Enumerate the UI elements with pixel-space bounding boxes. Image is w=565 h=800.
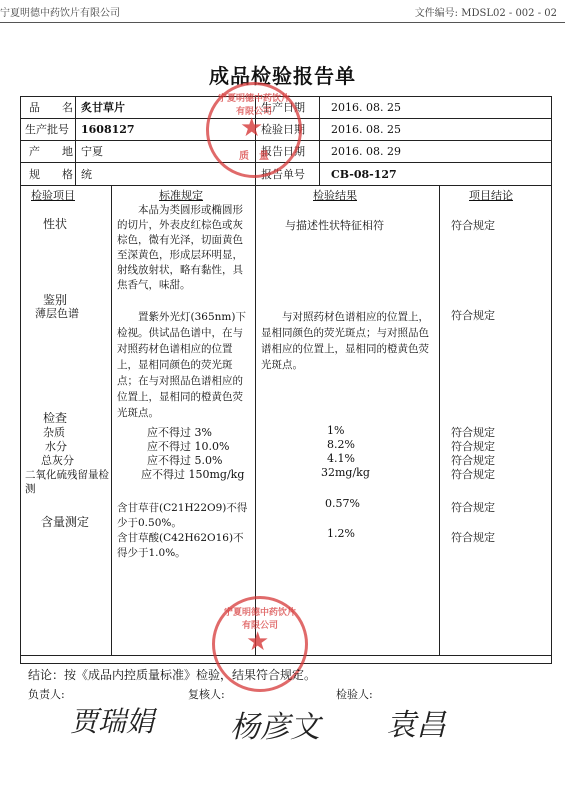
responsible-signature: 贾瑞娟 (70, 705, 155, 738)
assay-result-2: 1.2% (327, 527, 355, 540)
spec-value: 统 (81, 168, 92, 181)
ash-conclusion: 符合规定 (451, 454, 495, 467)
conclusion-text: 结论：按《成品内控质量标准》检验，结果符合规定。 (28, 668, 317, 682)
so2-conclusion: 符合规定 (451, 468, 495, 481)
report-date-label: 报告日期 (261, 145, 305, 158)
report-number-value: CB-08-127 (331, 168, 397, 181)
spec-label: 规 格 (29, 168, 73, 181)
character-result: 与描述性状特征相符 (285, 219, 384, 232)
seal-star-icon: ★ (240, 113, 264, 143)
col-header-conclusion: 项目结论 (469, 189, 513, 202)
seal-text: 宁夏明德中药饮片有限公司 (223, 608, 296, 631)
identify-standard: 置紫外光灯(365nm)下检视。供试品色谱中，在与对照药材色谱相应的位置上，显相同颜色的荧光斑点；在与对照品色谱相应的位置上，显相同的橙黄色荧光斑点。 (117, 311, 246, 419)
col-header-result: 检验结果 (313, 189, 357, 202)
origin-label: 产 地 (29, 145, 73, 158)
water-conclusion: 符合规定 (451, 440, 495, 453)
doc-number: 文件编号: MDSL02 - 002 - 02 (414, 8, 557, 19)
production-date-label: 生产日期 (261, 101, 305, 114)
origin-value: 宁夏 (81, 145, 103, 158)
seal-center-text: 质 量 (239, 151, 269, 162)
assay-label: 含量测定 (41, 515, 90, 529)
header-rule (0, 22, 565, 23)
character-standard: 本品为类圆形或椭圆形的切片，外表皮红棕色或灰棕色，微有光泽，切面黄色至深黄色，形成层环明显，射线放射状，略有黏性，具焦香气，味甜。 (117, 204, 243, 291)
impurity-conclusion: 符合规定 (451, 426, 495, 439)
col-divider (439, 185, 440, 655)
row-divider (21, 185, 551, 186)
document-header (0, 0, 565, 24)
assay-standard-1: 含甘草苷(C21H22O9)不得少于0.50%。 (117, 502, 248, 529)
inspector-label: 检验人: (336, 688, 373, 701)
assay-conclusion-2: 符合规定 (451, 531, 495, 544)
so2-standard: 应不得过 150mg/kg (141, 468, 245, 481)
quality-seal (206, 82, 302, 178)
impurity-label: 杂质 (43, 426, 65, 439)
batch-label: 生产批号 (25, 123, 69, 136)
character-conclusion: 符合规定 (451, 219, 495, 232)
water-standard: 应不得过 10.0% (147, 440, 230, 453)
company-name: 宁夏明德中药饮片有限公司 (0, 8, 120, 19)
impurity-standard: 应不得过 3% (147, 426, 212, 439)
assay-standard-2: 含甘草酸(C42H62O16)不得少于1.0%。 (117, 532, 244, 559)
name-label: 品 名 (29, 101, 73, 114)
col-header-item: 检验项目 (31, 189, 75, 202)
seal-star-icon: ★ (246, 627, 270, 657)
reviewer-signature: 杨彦文 (230, 710, 320, 745)
name-value: 炙甘草片 (81, 101, 125, 114)
so2-label: 二氧化硫残留量检测 (25, 469, 109, 495)
inspection-date-label: 检验日期 (261, 123, 305, 136)
batch-value: 1608127 (81, 123, 135, 136)
water-label: 水分 (45, 440, 67, 453)
seal-text: 宁夏明德中药饮片有限公司 (217, 94, 290, 117)
identify-sub-label: 薄层色谱 (35, 307, 79, 320)
identify-conclusion: 符合规定 (451, 309, 495, 322)
so2-result: 32mg/kg (321, 466, 370, 479)
report-number-label: 报告单号 (261, 168, 305, 181)
report-table (20, 96, 552, 664)
water-result: 8.2% (327, 438, 355, 451)
col-divider (319, 97, 320, 185)
ash-standard: 应不得过 5.0% (147, 454, 223, 467)
ash-label: 总灰分 (41, 454, 74, 467)
responsible-label: 负责人: (28, 688, 65, 701)
impurity-result: 1% (327, 424, 345, 437)
report-date-value: 2016. 08. 29 (331, 145, 401, 158)
inspector-signature: 袁昌 (386, 708, 446, 743)
col-divider (111, 185, 112, 655)
col-divider (255, 185, 256, 655)
identify-result: 与对照药材色谱相应的位置上，显相同颜色的荧光斑点；与对照品色谱相应的位置上，显相同的橙黄色荧光斑点。 (261, 311, 429, 371)
character-label: 性状 (43, 217, 68, 231)
production-date-value: 2016. 08. 25 (331, 101, 401, 114)
check-label: 检查 (43, 411, 68, 425)
identify-label: 鉴别 (43, 293, 68, 307)
col-divider (75, 97, 76, 185)
page-title: 成品检验报告单 (209, 64, 356, 88)
reviewer-label: 复核人: (188, 688, 225, 701)
ash-result: 4.1% (327, 452, 355, 465)
assay-conclusion-1: 符合规定 (451, 501, 495, 514)
col-header-standard: 标准规定 (159, 189, 203, 202)
assay-result-1: 0.57% (325, 497, 360, 510)
inspection-date-value: 2016. 08. 25 (331, 123, 401, 136)
